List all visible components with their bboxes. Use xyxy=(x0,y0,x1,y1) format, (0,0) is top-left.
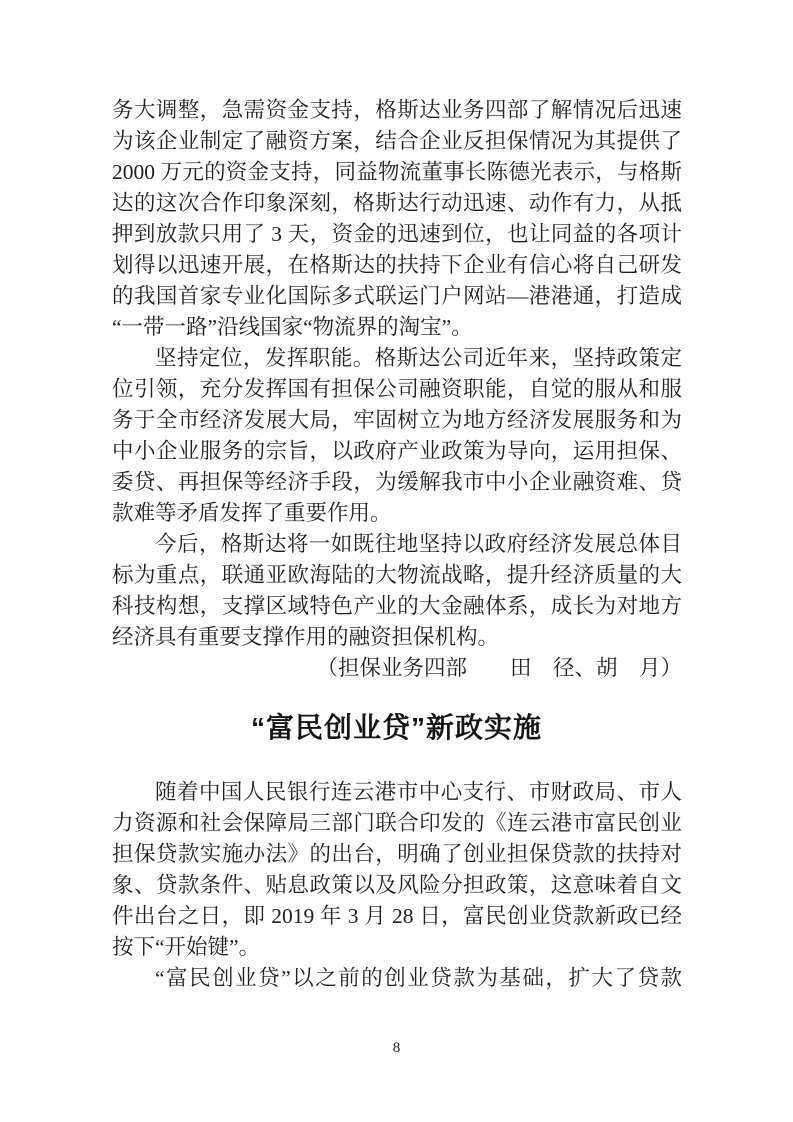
body-line: 经济具有重要支撑作用的融资担保机构。 xyxy=(112,625,500,649)
body-line: 标为重点，联通亚欧海陆的大物流战略，提升经济质量的大 xyxy=(112,563,682,587)
body-line: 押到放款只用了 3 天，资金的迅速到位，也让同益的各项计 xyxy=(112,222,682,246)
body-line: 为该企业制定了融资方案，结合企业反担保情况为其提供了 xyxy=(112,129,682,153)
body-line: 科技构想，支撑区域特色产业的大金融体系，成长为对地方 xyxy=(112,594,682,618)
body-line: 按下“开始键”。 xyxy=(112,935,261,959)
body-line: 务于全市经济发展大局，牢固树立为地方经济发展服务和为 xyxy=(112,408,682,432)
body-line: 款难等矛盾发挥了重要作用。 xyxy=(112,501,392,525)
byline: （担保业务四部 田 径、胡 月） xyxy=(316,656,682,680)
body-line: 位引领，充分发挥国有担保公司融资职能，自觉的服从和服 xyxy=(112,377,682,401)
body-line: 2000 万元的资金支持，同益物流董事长陈德光表示，与格斯 xyxy=(112,160,682,184)
body-line: 达的这次合作印象深刻，格斯达行动迅速、动作有力，从抵 xyxy=(112,191,682,215)
body-line: 划得以迅速开展，在格斯达的扶持下企业有信心将自己研发 xyxy=(112,253,682,277)
body-line: 担保贷款实施办法》的出台，明确了创业担保贷款的扶持对 xyxy=(112,842,682,866)
body-line: 象、贷款条件、贴息政策以及风险分担政策，这意味着自文 xyxy=(112,873,682,897)
article-title: “富民创业贷”新政实施 xyxy=(250,712,542,743)
body-line: 委贷、再担保等经济手段，为缓解我市中小企业融资难、贷 xyxy=(112,470,682,494)
body-line: 随着中国人民银行连云港市中心支行、市财政局、市人 xyxy=(155,780,682,804)
body-line: 的我国首家专业化国际多式联运门户网站—港港通，打造成 xyxy=(112,284,682,308)
body-line: 坚持定位，发挥职能。格斯达公司近年来，坚持政策定 xyxy=(155,346,682,370)
closing-article-body xyxy=(112,95,682,684)
page-number: 8 xyxy=(392,1040,401,1056)
body-line: “富民创业贷”以之前的创业贷款为基础，扩大了贷款 xyxy=(155,966,682,990)
body-line: 力资源和社会保障局三部门联合印发的《连云港市富民创业 xyxy=(112,811,682,835)
body-line: 今后，格斯达将一如既往地坚持以政府经济发展总体目 xyxy=(155,532,682,556)
new-article-body xyxy=(112,777,682,994)
body-line: 中小企业服务的宗旨，以政府产业政策为导向，运用担保、 xyxy=(112,439,682,463)
body-line: 件出台之日，即 2019 年 3 月 28 日，富民创业贷款新政已经 xyxy=(112,904,682,928)
body-line: “一带一路”沿线国家“物流界的淘宝”。 xyxy=(112,315,473,339)
body-line: 务大调整，急需资金支持，格斯达业务四部了解情况后迅速 xyxy=(112,98,682,122)
